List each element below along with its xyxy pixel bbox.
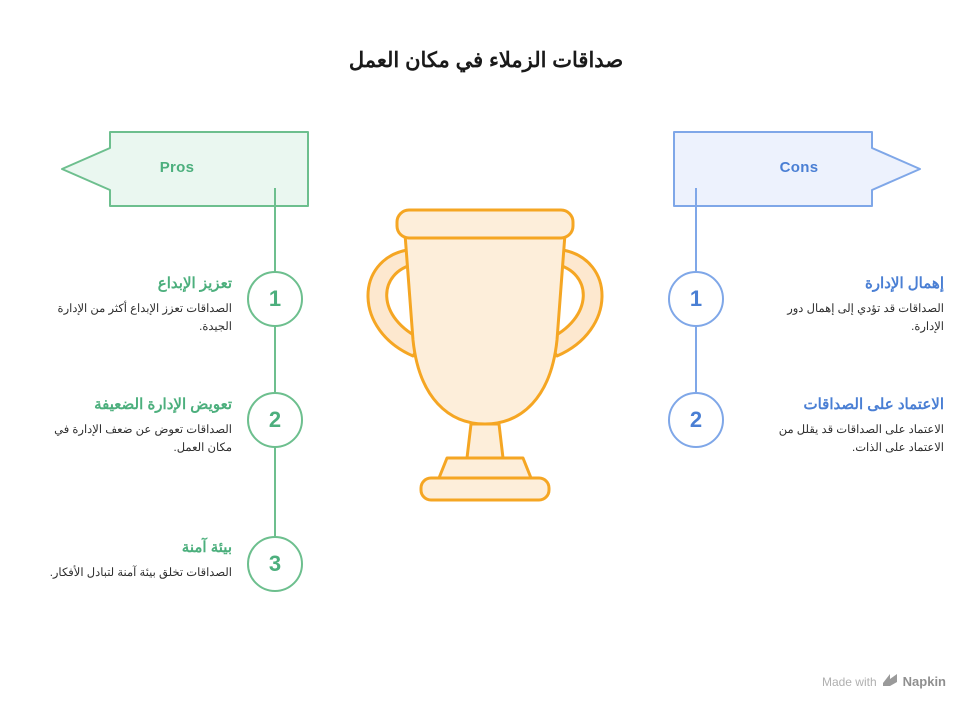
pros-item-2-desc: الصداقات تعوض عن ضعف الإدارة في مكان العمل. bbox=[54, 423, 232, 454]
cons-item-1 bbox=[752, 275, 944, 336]
pros-item-3 bbox=[40, 539, 232, 583]
pros-bullet-3: 3 bbox=[247, 536, 303, 592]
footer-made-with-label: Made with bbox=[821, 674, 877, 689]
pros-item-1 bbox=[40, 275, 232, 336]
pros-bullet-2: 2 bbox=[247, 392, 303, 448]
pros-connector-line bbox=[274, 188, 276, 568]
pros-banner-label: Pros bbox=[159, 159, 195, 176]
page-title: صداقات الزملاء في مكان العمل bbox=[348, 49, 624, 72]
cons-item-2 bbox=[752, 396, 944, 457]
cons-item-1-desc: الصداقات قد تؤدي إلى إهمال دور الإدارة. bbox=[787, 302, 944, 333]
footer-attribution bbox=[822, 673, 946, 690]
pros-item-1-desc: الصداقات تعزز الإبداع أكثر من الإدارة الجيدة. bbox=[57, 302, 232, 333]
pros-item-3-title: بيئة آمنة bbox=[181, 539, 232, 556]
napkin-logo-icon bbox=[882, 673, 898, 690]
cons-item-2-desc: الاعتماد على الصداقات قد يقلل من الاعتماد على الذات. bbox=[778, 423, 944, 454]
cons-bullet-2: 2 bbox=[668, 392, 724, 448]
cons-banner-label: Cons bbox=[779, 159, 819, 176]
pros-item-1-title: تعزيز الإبداع bbox=[157, 275, 232, 292]
cons-bullet-1: 1 bbox=[668, 271, 724, 327]
trophy-illustration bbox=[335, 190, 635, 515]
footer-brand-label: Napkin bbox=[902, 674, 946, 689]
pros-bullet-1: 1 bbox=[247, 271, 303, 327]
pros-item-2 bbox=[40, 396, 232, 457]
cons-item-1-title: إهمال الإدارة bbox=[864, 275, 944, 292]
pros-item-3-desc: الصداقات تخلق بيئة آمنة لتبادل الأفكار. bbox=[49, 566, 232, 579]
cons-item-2-title: الاعتماد على الصداقات bbox=[803, 396, 944, 413]
pros-item-2-title: تعويض الإدارة الضعيفة bbox=[94, 396, 232, 413]
